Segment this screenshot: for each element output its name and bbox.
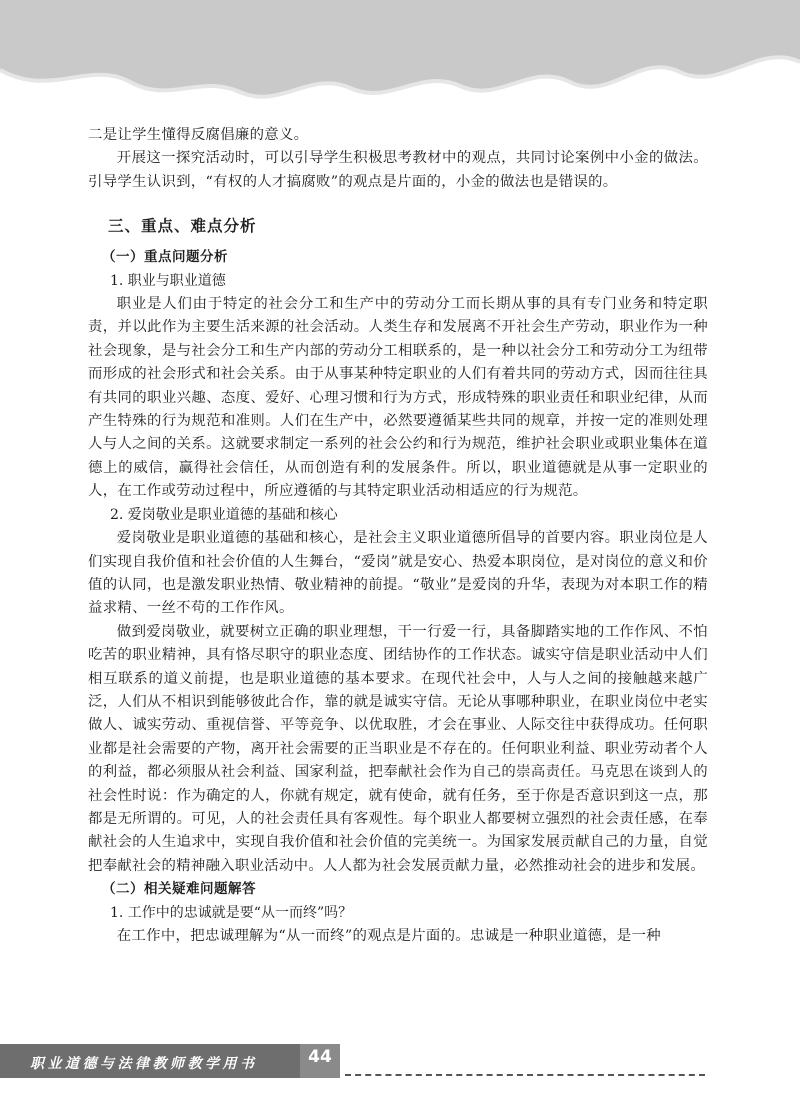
- paragraph-activity: 开展这一探究活动时，可以引导学生积极思考教材中的观点，共同讨论案例中小金的做法。引导学生认识到，“有权的人才搞腐败”的观点是片面的，小金的做法也是错误的。: [88, 150, 708, 190]
- section-heading: 三、重点、难点分析: [108, 217, 257, 236]
- page-content: [88, 124, 708, 948]
- subsection-heading-key-issues: （一）重点问题分析: [102, 249, 228, 266]
- paragraph-loyalty: 在工作中，把忠诚理解为“从一而终”的观点是片面的。忠诚是一种职业道德，是一种: [116, 928, 661, 944]
- page-number: 44: [308, 1047, 332, 1067]
- paragraph-dedication-1: 爱岗敬业是职业道德的基础和核心，是社会主义职业道德所倡导的首要内容。职业岗位是人们实现自我价值和社会价值的人生舞台，“爱岗”就是安心、热爱本职岗位，是对岗位的意义和价值的认同，也是激发职业热情、敬业精神的前提。“敬业”是爱岗的升华，表现为对本职工作的精益求精、一丝不苟的工作作风。: [88, 530, 708, 617]
- footer-book-title: 职业道德与法律教师教学用书: [30, 1056, 258, 1072]
- item-heading-dedication: 2. 爱岗敬业是职业道德的基础和核心: [110, 506, 338, 523]
- item-heading-profession: 1. 职业与职业道德: [110, 272, 226, 289]
- paragraph-profession: 职业是人们由于特定的社会分工和生产中的劳动分工而长期从事的具有专门业务和特定职责，并以此作为主要生活来源的社会活动。人类生存和发展离不开社会生产劳动，职业作为一种社会现象，是与社会分工和生产内部的劳动分工相联系的，是一种以社会分工和劳动分工为纽带而形成的社会形式和社会关系。由于从事某种特定职业的人们有着共同的劳动方式，因而往往具有共同的职业兴趣、态度、爱好、心理习惯和行为方式，形成特殊的职业责任和职业纪律，从而产生特殊的行为规范和准则。人们在生产中，必然要遵循某些共同的规章，并按一定的准则处理人与人之间的关系。这就要求制定一系列的社会公约和行为规范，维护社会职业或职业集体在道德上的威信，赢得社会信任，从而创造有利的发展条件。所以，职业道德就是从事一定职业的人，在工作或劳动过程中，所应遵循的与其特定职业活动相适应的行为规范。: [88, 296, 708, 500]
- footer-dashed-rule: [345, 1074, 705, 1076]
- question-heading-loyalty: 1. 工作中的忠诚就是要“从一而终”吗？: [110, 904, 353, 921]
- paragraph-dedication-2: 做到爱岗敬业，就要树立正确的职业理想，干一行爱一行，具备脚踏实地的工作作风、不怕吃苦的职业精神，具有恪尽职守的职业态度、团结协作的工作状态。诚实守信是职业活动中人们相互联系的道义前提，也是职业道德的基本要求。在现代社会中，人与人之间的接触越来越广泛，人们从不相识到能够彼此合作，靠的就是诚实守信。无论从事哪种职业，在职业岗位中老实做人、诚实劳动、重视信誉、平等竞争、以优取胜，才会在事业、人际交往中获得成功。任何职业都是社会需要的产物，离开社会需要的正当职业是不存在的。任何职业利益、职业劳动者个人的利益，都必须服从社会利益、国家利益，把奉献社会作为自己的崇高责任。马克思在谈到人的社会性时说：作为确定的人，你就有规定，就有使命，就有任务，至于你是否意识到这一点，那都是无所谓的。可见，人的社会责任具有客观性。每个职业人都要树立强烈的社会责任感，在奉献社会的人生追求中，实现自我价值和社会价值的完美统一。为国家发展贡献自己的力量，自觉把奉献社会的精神融入职业活动中。人人都为社会发展贡献力量，必然推动社会的进步和发展。: [88, 623, 708, 874]
- subsection-heading-difficult-questions: （二）相关疑难问题解答: [102, 881, 256, 898]
- header-wave-banner: [0, 0, 800, 120]
- paragraph-intro-end: 二是让学生懂得反腐倡廉的意义。: [88, 127, 309, 143]
